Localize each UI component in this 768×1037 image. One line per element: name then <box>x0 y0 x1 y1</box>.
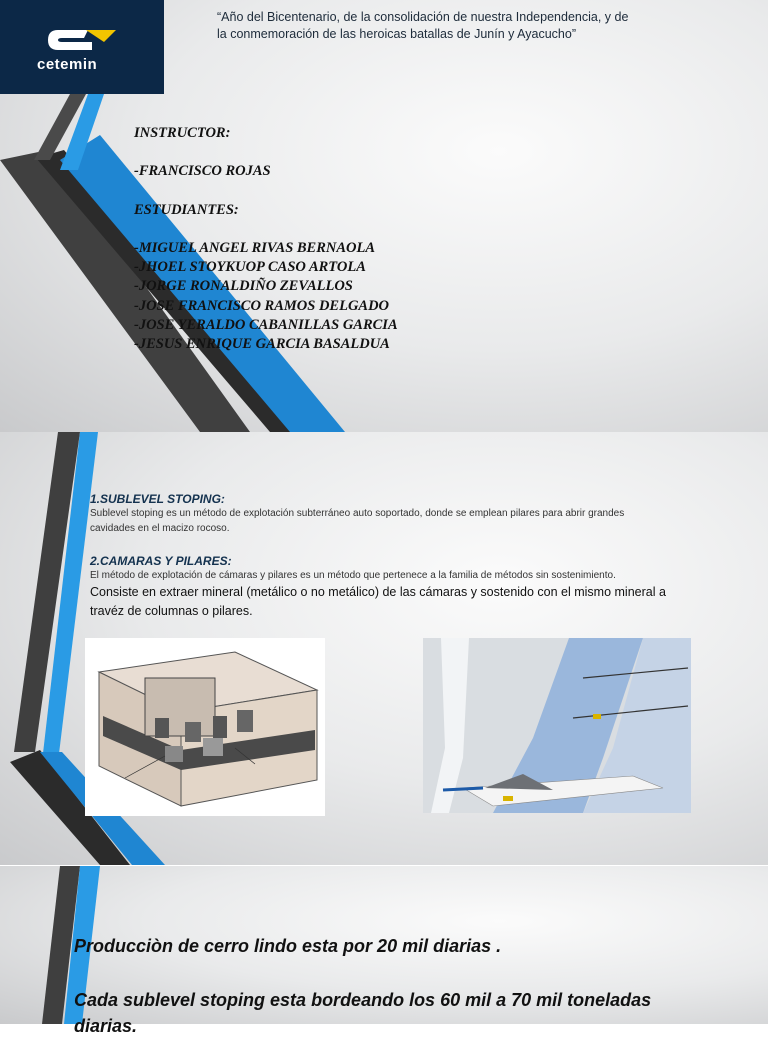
section-text: travéz de columnas o pilares. <box>90 603 253 618</box>
section-text: El método de explotación de cámaras y pilares es un método que pertenece a la familia de métodos sin sostenimiento. <box>90 570 616 581</box>
student-item: -JORGE RONALDIÑO ZEVALLOS <box>134 278 353 295</box>
section-text: Sublevel stoping es un método de explotación subterráneo auto soportado, donde se emplean pilares para abrir grandes <box>90 508 625 519</box>
bicentenario-motto <box>217 9 687 43</box>
slide-cover <box>0 0 768 432</box>
room-and-pillar-illustration <box>85 638 325 816</box>
slide-production <box>0 866 768 1036</box>
instructor-name: -FRANCISCO ROJAS <box>134 163 271 180</box>
room-and-pillar-diagram <box>85 638 325 816</box>
student-item: -MIGUEL ANGEL RIVAS BERNAOLA <box>134 239 376 256</box>
instructor-label: INSTRUCTOR: <box>134 125 231 141</box>
students-label: ESTUDIANTES: <box>134 201 239 218</box>
motto-line-1: “Año del Bicentenario, de la consolidación de nuestra Independencia, y de <box>217 10 629 24</box>
slide-methods <box>0 432 768 865</box>
production-line-3: diarias. <box>74 1016 138 1036</box>
student-item: -JOSE FRANCISCO RAMOS DELGADO <box>134 297 390 314</box>
section-text: Consiste en extraer mineral (metálico o no metálico) de las cámaras y sostenido con el mismo mineral a <box>90 585 666 599</box>
section-sublevel-stoping <box>90 492 710 536</box>
production-line-2: Cada sublevel stoping esta bordeando los 60 mil a 70 mil toneladas <box>74 990 652 1010</box>
student-item: -JOSE YERALDO CABANILLAS GARCIA <box>134 317 398 334</box>
cetemin-logo-icon <box>0 0 164 94</box>
sublevel-stoping-illustration <box>423 638 691 813</box>
sublevel-stoping-diagram <box>423 638 691 813</box>
logo-text: cetemin <box>37 56 98 73</box>
student-item: -JESUS ENRIQUE GARCIA BASALDUA <box>134 336 390 353</box>
section-text: cavidades en el macizo rocoso. <box>90 523 230 534</box>
credits-block <box>134 124 398 355</box>
cetemin-logo <box>0 0 164 94</box>
section-camaras-pilares <box>90 554 710 620</box>
production-line-1: Producciòn de cerro lindo esta por 20 mil diarias . <box>74 936 502 956</box>
motto-line-2: la conmemoración de las heroicas batallas de Junín y Ayacucho” <box>217 27 577 41</box>
section-heading: 1.SUBLEVEL STOPING: <box>90 492 225 506</box>
student-item: -JHOEL STOYKUOP CASO ARTOLA <box>134 259 366 276</box>
section-heading: 2.CAMARAS Y PILARES: <box>90 554 232 568</box>
